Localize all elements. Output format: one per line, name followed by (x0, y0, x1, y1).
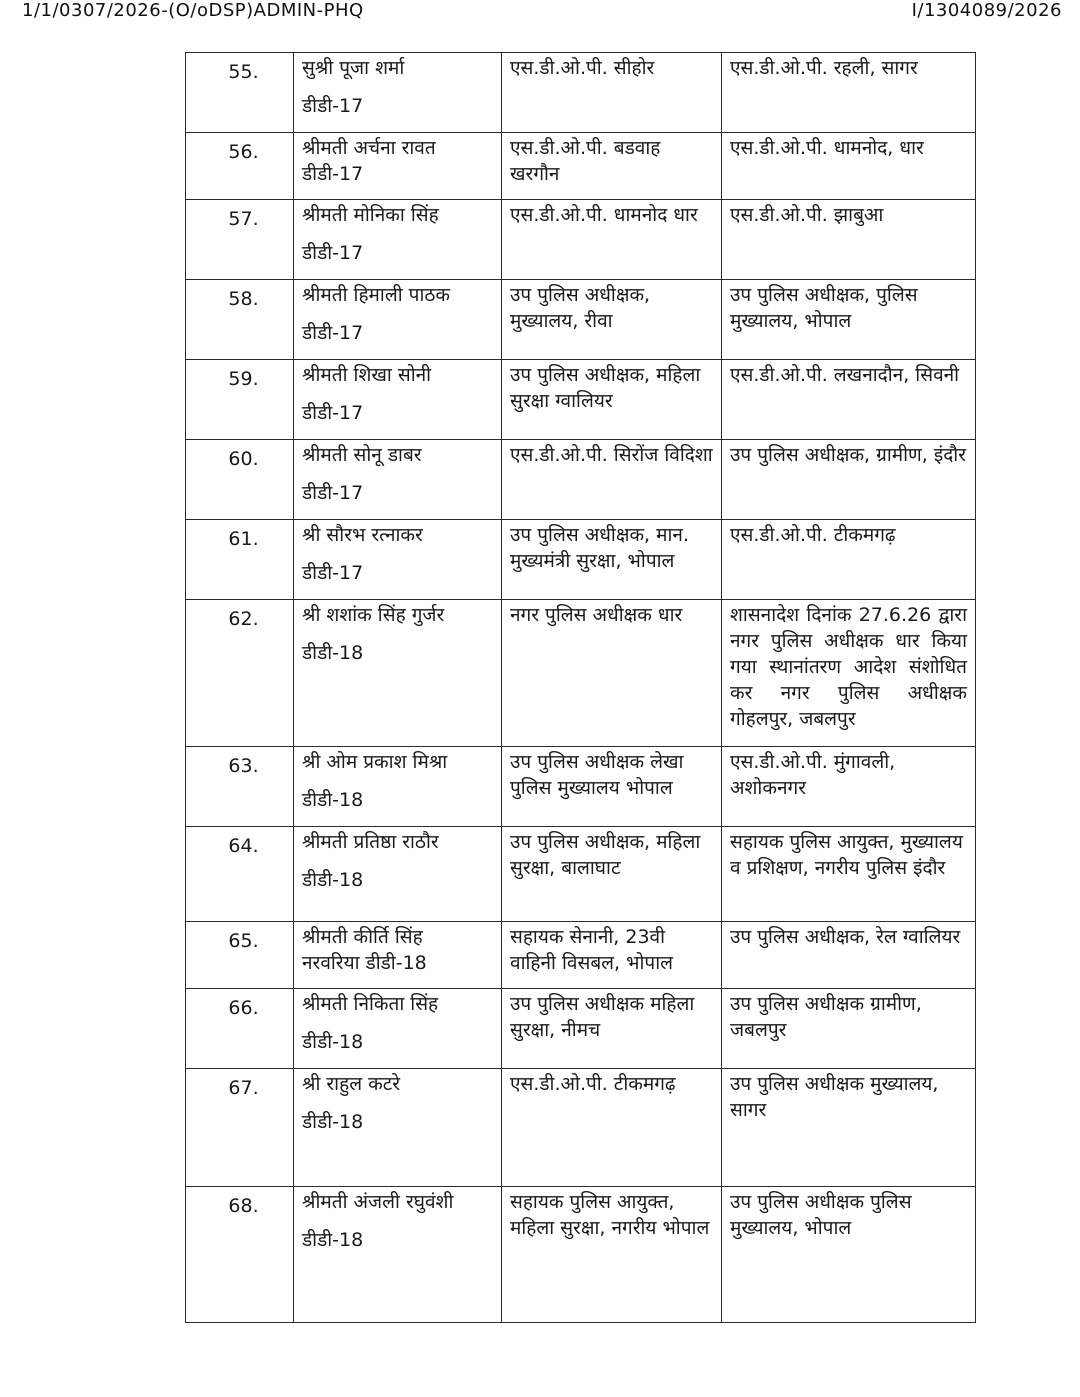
table-row (186, 1187, 976, 1323)
officer-name: श्रीमती निकिता सिंह (302, 993, 439, 1015)
new-posting: एस.डी.ओ.पी. मुंगावली, अशोकनगर (722, 747, 976, 827)
serial-number-cell: 56. (186, 133, 294, 200)
table-row (186, 1069, 976, 1187)
current-posting: एस.डी.ओ.पी. टीकमगढ़ (502, 1069, 722, 1187)
officer-cell (294, 989, 502, 1069)
file-number: 1/1/0307/2026-(O/oDSP)ADMIN-PHQ (22, 0, 364, 21)
officer-cell (294, 440, 502, 520)
current-posting: सहायक सेनानी, 23वी वाहिनी विसबल, भोपाल (502, 922, 722, 989)
table-row (186, 922, 976, 989)
transfer-table (185, 52, 976, 1323)
officer-cell (294, 200, 502, 280)
officer-cell (294, 922, 502, 989)
officer-name: श्री ओम प्रकाश मिश्रा (302, 751, 448, 773)
new-posting: उप पुलिस अधीक्षक पुलिस मुख्यालय, भोपाल (722, 1187, 976, 1323)
new-posting: एस.डी.ओ.पी. धामनोद, धार (722, 133, 976, 200)
new-posting: उप पुलिस अधीक्षक मुख्यालय, सागर (722, 1069, 976, 1187)
new-posting: एस.डी.ओ.पी. लखनादौन, सिवनी (722, 360, 976, 440)
serial-number-cell: 64. (186, 827, 294, 922)
officer-cell (294, 600, 502, 747)
officer-name: श्री शशांक सिंह गुर्जर (302, 604, 445, 626)
new-posting: एस.डी.ओ.पी. झाबुआ (722, 200, 976, 280)
table-row (186, 133, 976, 200)
officer-batch: डीडी-18 (302, 789, 364, 811)
officer-cell (294, 280, 502, 360)
officer-name: श्रीमती हिमाली पाठक (302, 284, 451, 306)
current-posting: एस.डी.ओ.पी. धामनोद धार (502, 200, 722, 280)
current-posting: उप पुलिस अधीक्षक, महिला सुरक्षा ग्वालियर (502, 360, 722, 440)
officer-name: श्रीमती शिखा सोनी (302, 364, 432, 386)
table-row (186, 440, 976, 520)
serial-number-cell: 59. (186, 360, 294, 440)
serial-number-cell: 62. (186, 600, 294, 747)
serial-number-cell: 63. (186, 747, 294, 827)
new-posting: उप पुलिस अधीक्षक ग्रामीण, जबलपुर (722, 989, 976, 1069)
officer-batch: डीडी-18 (302, 1111, 364, 1133)
officer-name: श्री राहुल कटरे (302, 1073, 401, 1095)
serial-number-cell: 60. (186, 440, 294, 520)
current-posting: उप पुलिस अधीक्षक, मान. मुख्यमंत्री सुरक्षा, भोपाल (502, 520, 722, 600)
current-posting: उप पुलिस अधीक्षक लेखा पुलिस मुख्यालय भोपाल (502, 747, 722, 827)
table-row (186, 747, 976, 827)
new-posting: सहायक पुलिस आयुक्त, मुख्यालय व प्रशिक्षण, नगरीय पुलिस इंदौर (722, 827, 976, 922)
officer-cell (294, 53, 502, 133)
current-posting: उप पुलिस अधीक्षक, मुख्यालय, रीवा (502, 280, 722, 360)
current-posting: नगर पुलिस अधीक्षक धार (502, 600, 722, 747)
serial-number-cell: 65. (186, 922, 294, 989)
new-posting: उप पुलिस अधीक्षक, ग्रामीण, इंदौर (722, 440, 976, 520)
officer-batch: डीडी-17 (302, 95, 364, 117)
officer-cell (294, 747, 502, 827)
officer-batch: डीडी-18 (302, 642, 364, 664)
officer-name: श्रीमती अंजली रघुवंशी (302, 1191, 454, 1213)
current-posting: एस.डी.ओ.पी. सीहोर (502, 53, 722, 133)
serial-number-cell: 61. (186, 520, 294, 600)
serial-number-cell: 66. (186, 989, 294, 1069)
current-posting: एस.डी.ओ.पी. बडवाह खरगौन (502, 133, 722, 200)
officer-batch: डीडी-17 (302, 322, 364, 344)
table-row (186, 360, 976, 440)
table-row (186, 520, 976, 600)
officer-cell (294, 133, 502, 200)
officer-batch: डीडी-17 (302, 242, 364, 264)
officer-name: श्रीमती प्रतिष्ठा राठौर (302, 831, 439, 853)
receipt-number: I/1304089/2026 (911, 0, 1062, 21)
new-posting: शासनादेश दिनांक 27.6.26 द्वारा नगर पुलिस अधीक्षक धार किया गया स्थानांतरण आदेश संशोधित कर नगर पुलिस अधीक्षक गोहलपुर, जबलपुर (722, 600, 976, 747)
serial-number-cell: 68. (186, 1187, 294, 1323)
officer-batch: डीडी-18 (302, 1031, 364, 1053)
officer-batch: नरवरिया डीडी-18 (302, 952, 427, 974)
officer-name: श्रीमती सोनू डाबर (302, 444, 422, 466)
officer-batch: डीडी-17 (302, 482, 364, 504)
officer-name: श्रीमती कीर्ति सिंह (302, 926, 423, 948)
officer-name: श्रीमती अर्चना रावत (302, 137, 436, 159)
officer-cell (294, 360, 502, 440)
serial-number-cell: 57. (186, 200, 294, 280)
officer-batch: डीडी-17 (302, 402, 364, 424)
officer-name: सुश्री पूजा शर्मा (302, 57, 405, 79)
officer-cell (294, 1069, 502, 1187)
officer-cell (294, 1187, 502, 1323)
table-row (186, 989, 976, 1069)
current-posting: सहायक पुलिस आयुक्त, महिला सुरक्षा, नगरीय भोपाल (502, 1187, 722, 1323)
new-posting: एस.डी.ओ.पी. रहली, सागर (722, 53, 976, 133)
officer-batch: डीडी-17 (302, 562, 364, 584)
serial-number-cell: 55. (186, 53, 294, 133)
officer-name: श्रीमती मोनिका सिंह (302, 204, 439, 226)
officer-name: श्री सौरभ रत्नाकर (302, 524, 423, 546)
current-posting: एस.डी.ओ.पी. सिरोंज विदिशा (502, 440, 722, 520)
table-row (186, 200, 976, 280)
table-row (186, 53, 976, 133)
serial-number-cell: 67. (186, 1069, 294, 1187)
serial-number-cell: 58. (186, 280, 294, 360)
table-row (186, 600, 976, 747)
current-posting: उप पुलिस अधीक्षक, महिला सुरक्षा, बालाघाट (502, 827, 722, 922)
officer-cell (294, 827, 502, 922)
table-row (186, 827, 976, 922)
new-posting: उप पुलिस अधीक्षक, रेल ग्वालियर (722, 922, 976, 989)
officer-batch: डीडी-18 (302, 1229, 364, 1251)
officer-batch: डीडी-18 (302, 869, 364, 891)
officer-cell (294, 520, 502, 600)
new-posting: एस.डी.ओ.पी. टीकमगढ़ (722, 520, 976, 600)
new-posting: उप पुलिस अधीक्षक, पुलिस मुख्यालय, भोपाल (722, 280, 976, 360)
current-posting: उप पुलिस अधीक्षक महिला सुरक्षा, नीमच (502, 989, 722, 1069)
officer-batch: डीडी-17 (302, 163, 364, 185)
table-row (186, 280, 976, 360)
